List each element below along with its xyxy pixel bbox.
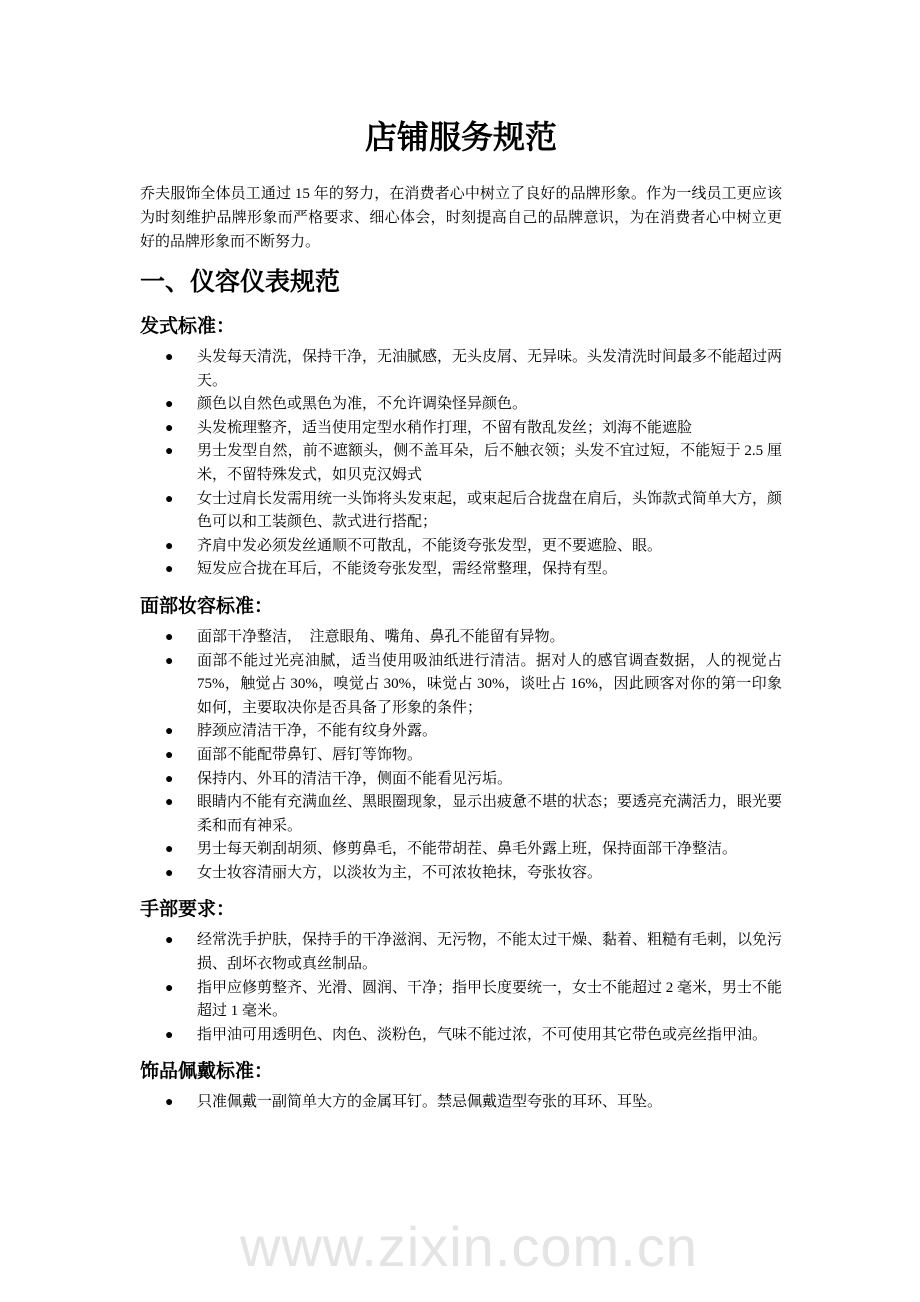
list-item-text: 头发梳理整齐，适当使用定型水稍作打理，不留有散乱发丝；刘海不能遮脸 (197, 419, 693, 436)
list-item (140, 346, 782, 393)
list-item-text: 面部不能配带鼻钉、唇钉等饰物。 (197, 746, 423, 763)
list-item-text: 经常洗手护肤，保持手的干净滋润、无污物，不能太过干燥、黏着、粗糙有毛刺，以免污损、刮坏衣物或真丝制品。 (197, 932, 783, 973)
list-item (140, 1024, 782, 1048)
bullet-icon: ● (165, 1095, 174, 1111)
list-item-text: 女士过肩长发需用统一头饰将头发束起，或束起后合拢盘在肩后，头饰款式简单大方，颜色可以和工装颜色、款式进行搭配； (197, 490, 783, 531)
subsection-heading: 发式标准： (140, 315, 236, 337)
bullet-icon: ● (165, 1027, 174, 1043)
list-item (140, 977, 782, 1024)
list-item-text: 面部干净整洁， 注意眼角、嘴角、鼻孔不能留有异物。 (197, 628, 565, 645)
list-item-text: 男士每天剃刮胡须、修剪鼻毛，不能带胡茬、鼻毛外露上班，保持面部干净整洁。 (197, 841, 738, 858)
list-item (140, 440, 782, 487)
bullet-icon: ● (165, 933, 174, 949)
bullet-icon: ● (165, 562, 174, 578)
bullet-icon: ● (165, 491, 174, 507)
list-item (140, 791, 782, 838)
list-item-text: 女士妆容清丽大方，以淡妆为主，不可浓妆艳抹，夸张妆容。 (197, 864, 603, 881)
bullet-list (140, 626, 782, 886)
list-item-text: 颜色以自然色或黑色为准，不允许调染怪异颜色。 (197, 396, 528, 413)
subsection-face-makeup-standards (140, 590, 782, 886)
bullet-list (140, 929, 782, 1047)
subsection-heading: 饰品佩戴标准： (140, 1060, 274, 1083)
document-title: 店铺服务规范 (364, 118, 557, 156)
list-item-text: 指甲油可用透明色、肉色、淡粉色，气味不能过浓，不可使用其它带色或亮丝指甲油。 (197, 1026, 768, 1043)
watermark: www.zixin.com.cn (240, 1215, 698, 1278)
subsection-accessory-standards (140, 1055, 782, 1115)
list-item (140, 929, 782, 976)
list-item-text: 保持内、外耳的清洁干净，侧面不能看见污垢。 (197, 770, 513, 787)
section-heading: 一、仪容仪表规范 (140, 267, 341, 296)
list-item-text: 面部不能过光亮油腻，适当使用吸油纸进行清洁。据对人的感官调查数据，人的视觉占 75%，触觉占 30%，嗅觉占 30%，味觉占 30%，谈吐占 16%，因此顾客对你的第一印象如何，主要取决你是否具备了形象的条件； (197, 652, 782, 716)
bullet-icon: ● (165, 653, 174, 669)
subsection-hair-standards (140, 310, 782, 582)
bullet-icon: ● (165, 747, 174, 763)
bullet-icon: ● (165, 724, 174, 740)
list-item (140, 558, 782, 582)
bullet-icon: ● (165, 771, 174, 787)
subsection-hand-requirements (140, 893, 782, 1047)
list-item (140, 417, 782, 441)
subsection-heading: 面部妆容标准： (140, 594, 274, 617)
list-item-text: 头发每天清洗，保持干净，无油腻感，无头皮屑、无异味。头发清洗时间最多不能超过两天。 (197, 349, 783, 389)
list-item (140, 535, 782, 559)
intro-paragraph: 乔夫服饰全体员工通过 15 年的努力，在消费者心中树立了良好的品牌形象。作为一线员工更应该为时刻维护品牌形象而严格要求、细心体会，时刻提高自己的品牌意识，为在消费者心中树立更好的品牌形象而不断努力。 (140, 186, 782, 250)
bullet-list (140, 1091, 782, 1115)
list-item (140, 838, 782, 862)
list-item (140, 720, 782, 744)
bullet-icon: ● (165, 842, 174, 858)
list-item (140, 393, 782, 417)
bullet-icon: ● (165, 350, 174, 365)
list-item-text: 只准佩戴一副简单大方的金属耳钉。禁忌佩戴造型夸张的耳环、耳坠。 (197, 1094, 663, 1111)
bullet-icon: ● (165, 420, 174, 436)
list-item-text: 眼睛内不能有充满血丝、黑眼圈现象，显示出疲惫不堪的状态；要透亮充满活力，眼光要柔和而有神采。 (197, 794, 783, 834)
subsection-heading: 手部要求： (140, 898, 236, 921)
list-item-text: 短发应合拢在耳后，不能烫夸张发型，需经常整理，保持有型。 (197, 561, 618, 578)
list-item (140, 488, 782, 535)
bullet-icon: ● (165, 397, 174, 413)
bullet-icon: ● (165, 865, 174, 881)
list-item-text: 指甲应修剪整齐、光滑、圆润、干净；指甲长度要统一，女士不能超过 2 毫米，男士不能超过 1 毫米。 (197, 979, 783, 1020)
list-item-text: 脖颈应清洁干净，不能有纹身外露。 (197, 723, 438, 740)
bullet-icon: ● (165, 444, 174, 460)
bullet-icon: ● (165, 538, 174, 554)
bullet-icon: ● (165, 629, 174, 645)
bullet-list (140, 346, 782, 582)
document-page (140, 0, 782, 1115)
bullet-icon: ● (165, 980, 174, 996)
list-item-text: 齐肩中发必须发丝通顺不可散乱，不能烫夸张发型，更不要遮脸、眼。 (197, 537, 663, 554)
list-item (140, 862, 782, 886)
list-item (140, 768, 782, 792)
subsections (140, 310, 782, 1115)
list-item-text: 男士发型自然，前不遮额头，侧不盖耳朵，后不触衣领；头发不宜过短，不能短于 2.5 厘米，不留特殊发式，如贝克汉姆式 (197, 443, 782, 483)
list-item (140, 650, 782, 721)
list-item (140, 626, 782, 650)
list-item (140, 744, 782, 768)
bullet-icon: ● (165, 795, 174, 811)
list-item (140, 1091, 782, 1115)
